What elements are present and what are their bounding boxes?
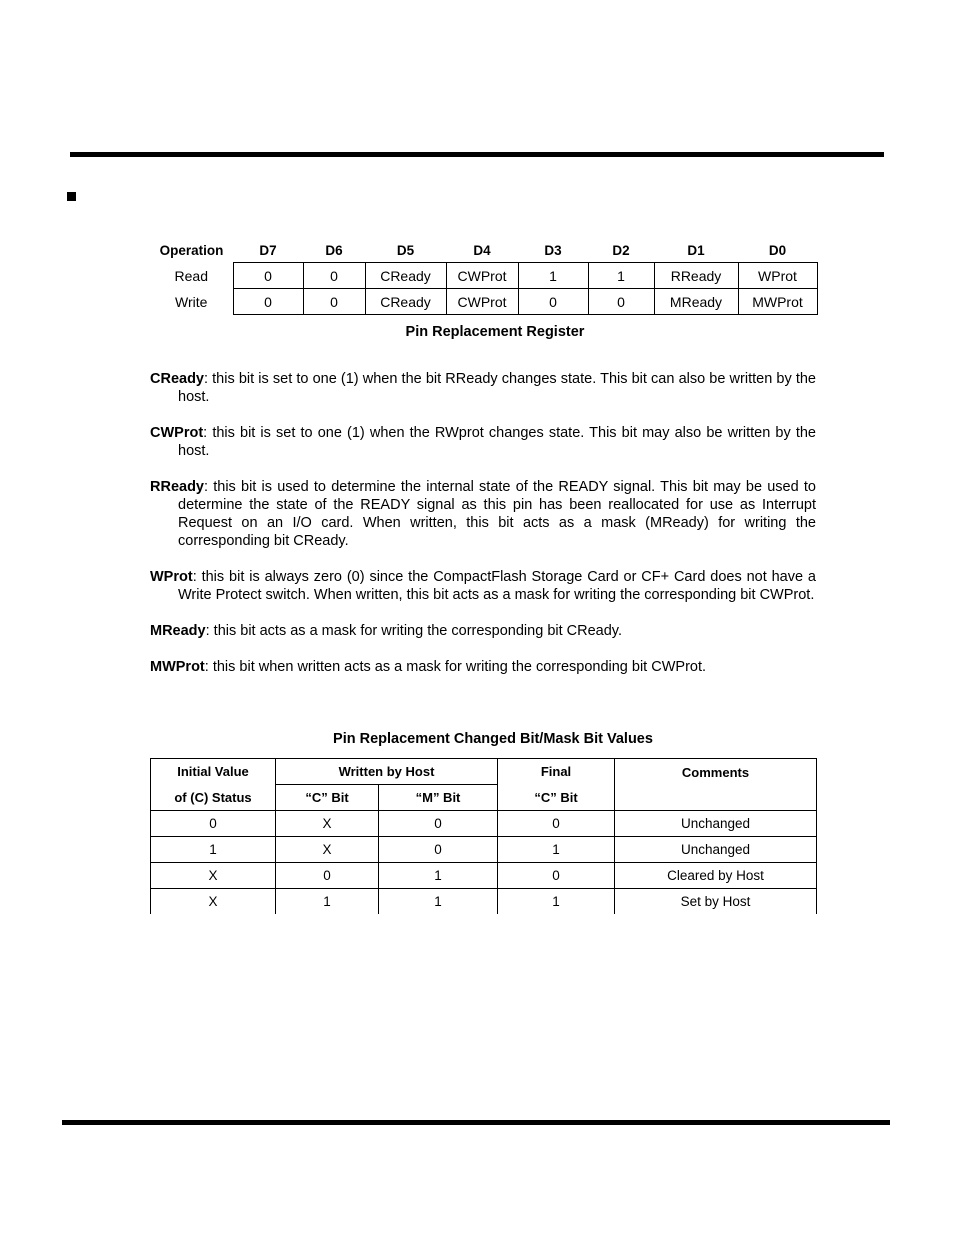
- table-cell: 1: [379, 863, 498, 889]
- table-cell: 1: [151, 837, 276, 863]
- header-c-status: of (C) Status: [151, 785, 276, 811]
- table-cell: 0: [498, 863, 615, 889]
- register-cell: 0: [588, 289, 654, 315]
- header-comments: Comments: [615, 759, 817, 811]
- register-header-cell: D4: [473, 242, 491, 258]
- definition-item: [150, 370, 816, 406]
- table-cell: X: [151, 863, 276, 889]
- table-cell: 1: [498, 889, 615, 915]
- register-row-write: [150, 289, 817, 315]
- header-final: Final: [498, 759, 615, 785]
- table-row: [151, 811, 817, 837]
- table-cell: X: [276, 811, 379, 837]
- definition-item: [150, 568, 816, 604]
- table-cell: 1: [498, 837, 615, 863]
- register-cell: MWProt: [738, 289, 817, 315]
- table-row: [151, 863, 817, 889]
- register-row-label: Read: [174, 267, 208, 284]
- register-header-row: [150, 238, 817, 263]
- table-cell: Cleared by Host: [615, 863, 817, 889]
- pin-replacement-register-table: [150, 238, 818, 315]
- table-cell: Set by Host: [615, 889, 817, 915]
- register-cell: 0: [233, 289, 303, 315]
- register-table-caption: Pin Replacement Register: [405, 324, 585, 340]
- bit-definitions: [150, 370, 816, 694]
- definition-item: [150, 424, 816, 460]
- register-cell: 1: [588, 263, 654, 289]
- definition-text: : this bit acts as a mask for writing the corresponding bit CReady.: [205, 623, 622, 639]
- header-c-bit: “C” Bit: [276, 785, 379, 811]
- table-cell: Unchanged: [615, 837, 817, 863]
- definition-term: MWProt: [150, 659, 205, 675]
- definition-text: : this bit is always zero (0) since the CompactFlash Storage Card or CF+ Card does not have a Write Protect switch. When written, this bit acts as a mask for writing the corresponding bit CWProt.: [178, 569, 816, 603]
- table-cell: 0: [498, 811, 615, 837]
- header-m-bit: “M” Bit: [379, 785, 498, 811]
- register-row-label: Write: [175, 293, 208, 310]
- register-cell: 0: [303, 289, 365, 315]
- definition-item: [150, 658, 816, 676]
- register-header-cell: D3: [544, 242, 562, 258]
- register-header-cell: D5: [396, 242, 415, 258]
- register-cell: 0: [518, 289, 588, 315]
- changed-bit-table-caption: Pin Replacement Changed Bit/Mask Bit Values: [333, 731, 653, 747]
- register-header-cell: D0: [768, 242, 787, 258]
- definition-term: CWProt: [150, 425, 204, 441]
- definition-term: WProt: [150, 569, 193, 585]
- table-cell: 0: [276, 863, 379, 889]
- definition-text: : this bit is set to one (1) when the bit RReady changes state. This bit can also be written by the host.: [178, 371, 816, 405]
- register-cell: WProt: [738, 263, 817, 289]
- register-cell: 0: [303, 263, 365, 289]
- bottom-rule: [62, 1120, 890, 1125]
- definition-text: : this bit is used to determine the internal state of the READY signal. This bit may be used to determine the state of the READY signal as this pin has been reallocated for use as Interrupt Request on an I/O card. When written, this bit acts as a mask (MReady) for writing the corresponding bit CReady.: [178, 479, 816, 549]
- table-cell: 0: [379, 811, 498, 837]
- table-cell: Unchanged: [615, 811, 817, 837]
- register-header-cell: Operation: [159, 242, 224, 258]
- table-row: [151, 837, 817, 863]
- changed-bit-header-row: [151, 759, 817, 785]
- definition-term: MReady: [150, 623, 206, 639]
- header-written-by-host: Written by Host: [276, 759, 498, 785]
- definition-text: : this bit when written acts as a mask for writing the corresponding bit CWProt.: [204, 659, 707, 675]
- register-cell: RReady: [654, 263, 738, 289]
- register-cell: 1: [518, 263, 588, 289]
- register-header-cell: D7: [259, 242, 277, 258]
- definition-text: : this bit is set to one (1) when the RWprot changes state. This bit may also be written by the host.: [178, 425, 816, 459]
- table-cell: X: [276, 837, 379, 863]
- register-cell: 0: [233, 263, 303, 289]
- definition-term: CReady: [150, 371, 204, 387]
- definition-item: [150, 622, 816, 640]
- register-cell: CWProt: [446, 289, 518, 315]
- register-cell: CReady: [365, 289, 446, 315]
- table-cell: 0: [379, 837, 498, 863]
- definition-term: RReady: [150, 479, 204, 495]
- register-row-read: [150, 263, 817, 289]
- header-initial-value: Initial Value: [151, 759, 276, 785]
- table-row: [151, 889, 817, 915]
- register-cell: CWProt: [446, 263, 518, 289]
- register-header-cell: D1: [687, 242, 705, 258]
- register-cell: MReady: [654, 289, 738, 315]
- top-rule: [70, 152, 884, 157]
- changed-bit-mask-table: [150, 758, 817, 914]
- table-cell: 0: [151, 811, 276, 837]
- header-final-c-bit: “C” Bit: [498, 785, 615, 811]
- definition-item: [150, 478, 816, 550]
- table-cell: 1: [379, 889, 498, 915]
- register-header-cell: D2: [612, 242, 630, 258]
- table-cell: X: [151, 889, 276, 915]
- bullet-square-icon: [67, 192, 76, 201]
- register-cell: CReady: [365, 263, 446, 289]
- register-header-cell: D6: [325, 242, 343, 258]
- table-cell: 1: [276, 889, 379, 915]
